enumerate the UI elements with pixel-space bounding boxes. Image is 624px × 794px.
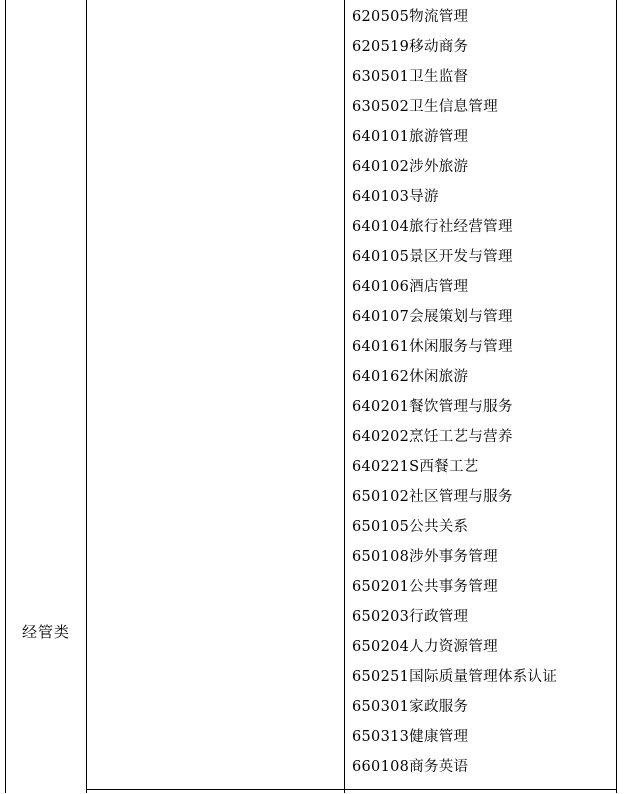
column-divider-1 bbox=[86, 0, 87, 793]
major-item: 640161休闲服务与管理 bbox=[352, 339, 513, 355]
category-cell: 经管类 bbox=[21, 623, 70, 641]
major-item: 650108涉外事务管理 bbox=[352, 549, 498, 565]
major-item: 630501卫生监督 bbox=[352, 69, 469, 85]
table-border-left bbox=[5, 0, 6, 793]
major-item: 650203行政管理 bbox=[352, 609, 469, 625]
major-item: 650105公共关系 bbox=[352, 519, 469, 535]
major-item: 640103导游 bbox=[352, 189, 439, 205]
major-item: 640162休闲旅游 bbox=[352, 369, 469, 385]
major-item: 640201餐饮管理与服务 bbox=[352, 399, 513, 415]
major-item: 640101旅游管理 bbox=[352, 129, 469, 145]
major-item: 650301家政服务 bbox=[352, 699, 469, 715]
major-item: 640102涉外旅游 bbox=[352, 159, 469, 175]
major-item: 640106酒店管理 bbox=[352, 279, 469, 295]
majors-list bbox=[352, 2, 557, 794]
major-item: 640221S西餐工艺 bbox=[352, 459, 479, 475]
major-item: 620505物流管理 bbox=[352, 9, 469, 25]
major-item: 640202烹饪工艺与营养 bbox=[352, 429, 513, 445]
major-item: 650102社区管理与服务 bbox=[352, 489, 513, 505]
major-item: 620519移动商务 bbox=[352, 39, 469, 55]
major-item: 650251国际质量管理体系认证 bbox=[352, 669, 558, 685]
major-item: 650204人力资源管理 bbox=[352, 639, 498, 655]
major-item: 640107会展策划与管理 bbox=[352, 309, 513, 325]
major-item: 660108商务英语 bbox=[352, 759, 469, 775]
major-item: 650313健康管理 bbox=[352, 729, 469, 745]
major-item: 640104旅行社经营管理 bbox=[352, 219, 513, 235]
major-item: 650201公共事务管理 bbox=[352, 579, 498, 595]
column-divider-2 bbox=[344, 0, 345, 793]
major-item: 640105景区开发与管理 bbox=[352, 249, 513, 265]
major-item: 630502卫生信息管理 bbox=[352, 99, 498, 115]
table-border-right bbox=[616, 0, 617, 793]
major-item-cut-off bbox=[352, 782, 557, 794]
